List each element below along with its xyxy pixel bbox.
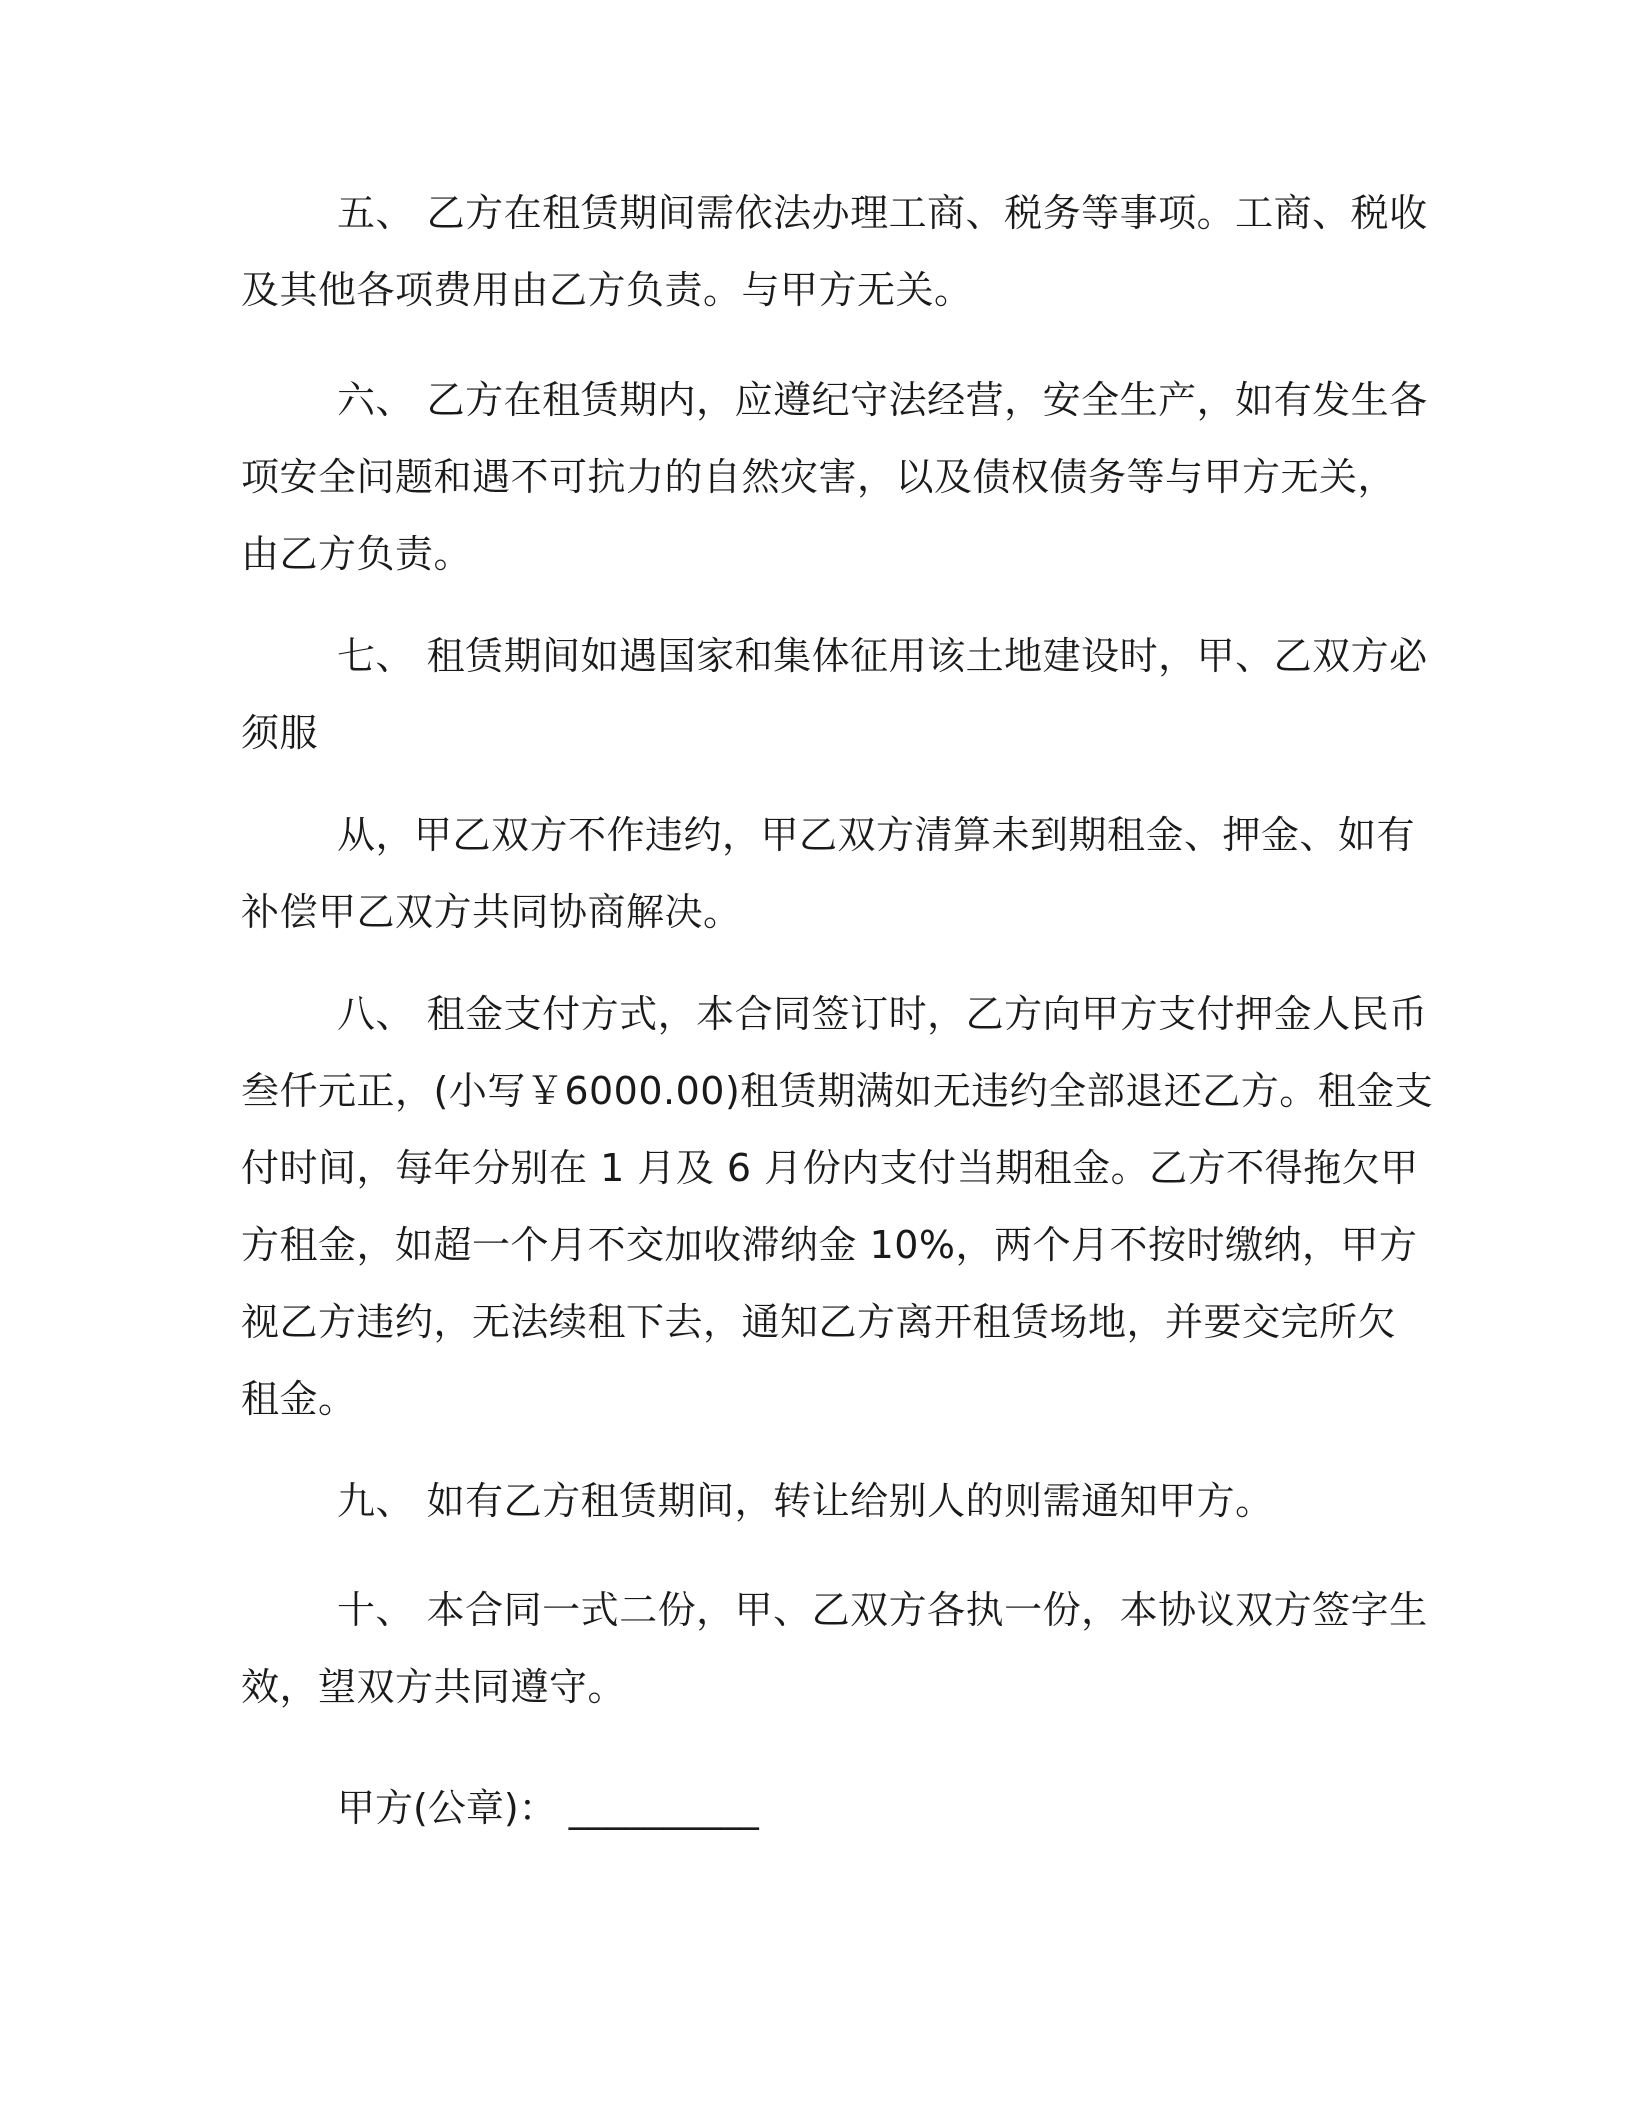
- clause-7-paragraph: [241, 618, 1428, 772]
- text-line: 八、 租金支付方式，本合同签订时，乙方向甲方支付押金人民币: [337, 992, 1428, 1036]
- text-line: 效，望双方共同遵守。: [241, 1665, 627, 1709]
- text-line: 七、 租赁期间如遇国家和集体征用该土地建设时，甲、乙双方必: [337, 634, 1428, 678]
- text-line: 须服: [241, 711, 319, 755]
- text-line: 十、 本合同一式二份，甲、乙双方各执一份，本协议双方签字生: [337, 1588, 1428, 1632]
- clause-5-paragraph: [241, 175, 1428, 329]
- party-a-seal-blank[interactable]: __________: [568, 1786, 759, 1830]
- clause-7-continuation-paragraph: [241, 797, 1416, 951]
- clause-6-paragraph: [241, 362, 1428, 593]
- clause-9-paragraph: [241, 1463, 1391, 1540]
- text-line: 叁仟元正，(小写￥6000.00)租赁期满如无违约全部退还乙方。租金支: [241, 1069, 1434, 1113]
- text-line: 视乙方违约，无法续租下去，通知乙方离开租赁场地，并要交完所欠: [241, 1300, 1397, 1344]
- text-line: 六、 乙方在租赁期内，应遵纪守法经营，安全生产，如有发生各: [337, 378, 1428, 422]
- text-line: 九、 如有乙方租赁期间，转让给别人的则需通知甲方。: [337, 1479, 1274, 1523]
- text-line: 项安全问题和遇不可抗力的自然灾害，以及债权债务等与甲方无关，: [241, 455, 1397, 499]
- party-a-seal-line: [337, 1770, 759, 1847]
- party-a-seal-label: 甲方(公章)：: [337, 1786, 557, 1830]
- text-line: 租金。: [241, 1377, 357, 1421]
- text-line: 补偿甲乙双方共同协商解决。: [241, 890, 742, 934]
- text-line: 五、 乙方在租赁期间需依法办理工商、税务等事项。工商、税收: [337, 191, 1428, 235]
- text-line: 由乙方负责。: [241, 532, 473, 576]
- text-line: 付时间，每年分别在 1 月及 6 月份内支付当期租金。乙方不得拖欠甲: [241, 1146, 1419, 1190]
- text-line: 方租金，如超一个月不交加收滞纳金 10%，两个月不按时缴纳，甲方: [241, 1223, 1418, 1267]
- clause-10-paragraph: [241, 1572, 1428, 1726]
- text-line: 及其他各项费用由乙方负责。与甲方无关。: [241, 268, 973, 312]
- text-line: 从，甲乙双方不作违约，甲乙双方清算未到期租金、押金、如有: [337, 813, 1416, 857]
- clause-8-paragraph: [241, 976, 1434, 1438]
